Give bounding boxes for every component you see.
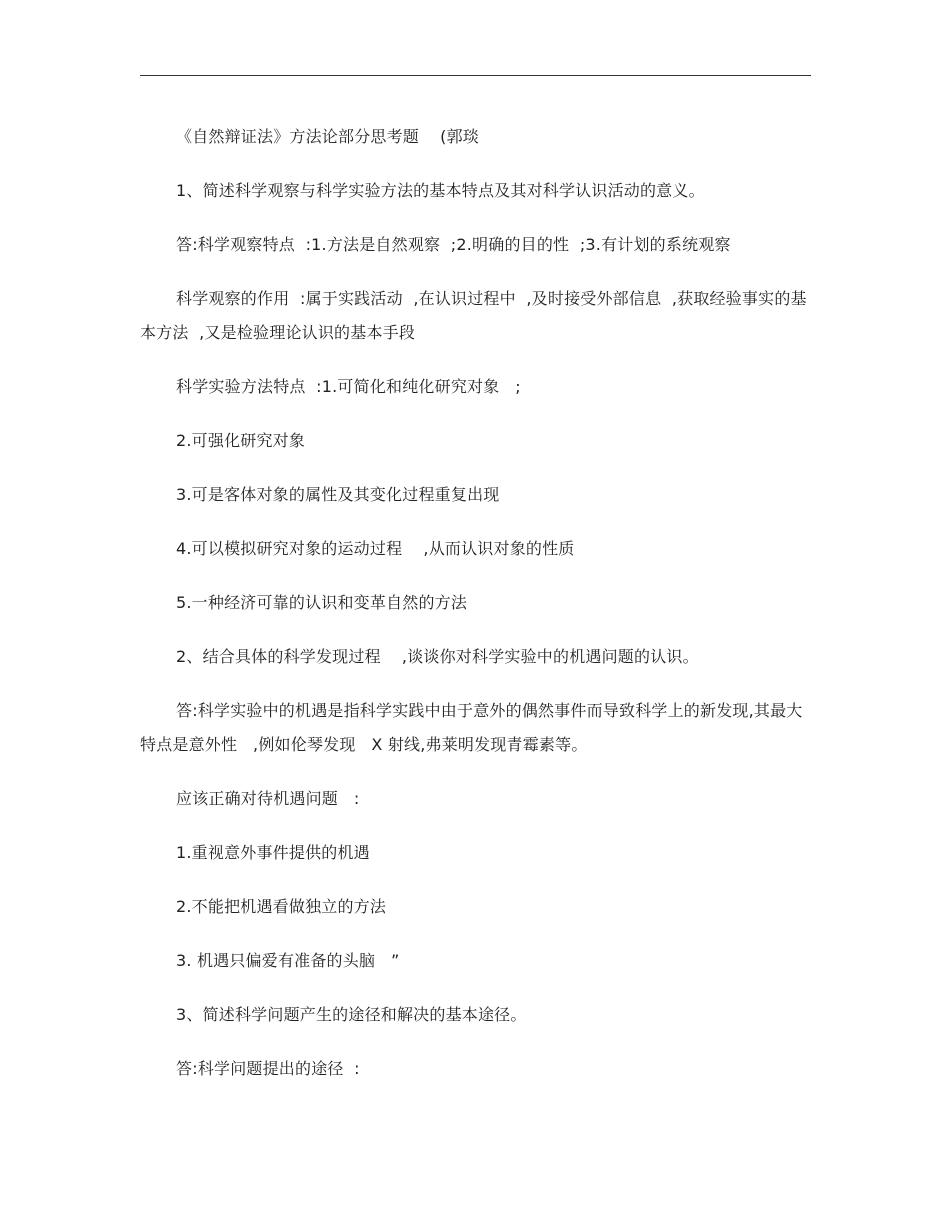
answer-3-heading: 答:科学问题提出的途径 : bbox=[176, 1059, 360, 1078]
list-item: 2.可强化研究对象 bbox=[176, 431, 306, 450]
list-item: 5.一种经济可靠的认识和变革自然的方法 bbox=[176, 593, 468, 612]
answer-2-subheading: 应该正确对待机遇问题 : bbox=[176, 789, 360, 808]
answer-1-observation-features: 答:科学观察特点 :1.方法是自然观察 ;2.明确的目的性 ;3.有计划的系统观察 bbox=[176, 235, 731, 254]
list-item: 2.不能把机遇看做独立的方法 bbox=[176, 897, 387, 916]
header-rule bbox=[140, 75, 811, 76]
document-body bbox=[140, 120, 811, 1106]
question-3: 3、简述科学问题产生的途径和解决的基本途径。 bbox=[176, 1005, 527, 1024]
list-item: 4.可以模拟研究对象的运动过程 ,从而认识对象的性质 bbox=[176, 539, 575, 558]
question-2: 2、结合具体的科学发现过程 ,谈谈你对科学实验中的机遇问题的认识。 bbox=[176, 647, 699, 666]
answer-1-observation-role: 科学观察的作用 :属于实践活动 ,在认识过程中 ,及时接受外部信息 ,获取经验事实的基本方法 ,又是检验理论认识的基本手段 bbox=[140, 289, 807, 342]
answer-1-experiment-features: 科学实验方法特点 :1.可简化和纯化研究对象 ; bbox=[176, 377, 521, 396]
answer-2: 答:科学实验中的机遇是指科学实践中由于意外的偶然事件而导致科学上的新发现,其最大特点是意外性 ,例如伦琴发现 X 射线,弗莱明发现青霉素等。 bbox=[140, 701, 803, 754]
list-item: 3.可是客体对象的属性及其变化过程重复出现 bbox=[176, 485, 500, 504]
document-title: 《自然辩证法》方法论部分思考题 (郭琰 bbox=[176, 127, 479, 146]
list-item: 1.重视意外事件提供的机遇 bbox=[176, 843, 370, 862]
list-item: 3. 机遇只偏爱有准备的头脑 ” bbox=[176, 951, 400, 970]
question-1: 1、简述科学观察与科学实验方法的基本特点及其对科学认识活动的意义。 bbox=[176, 181, 705, 200]
